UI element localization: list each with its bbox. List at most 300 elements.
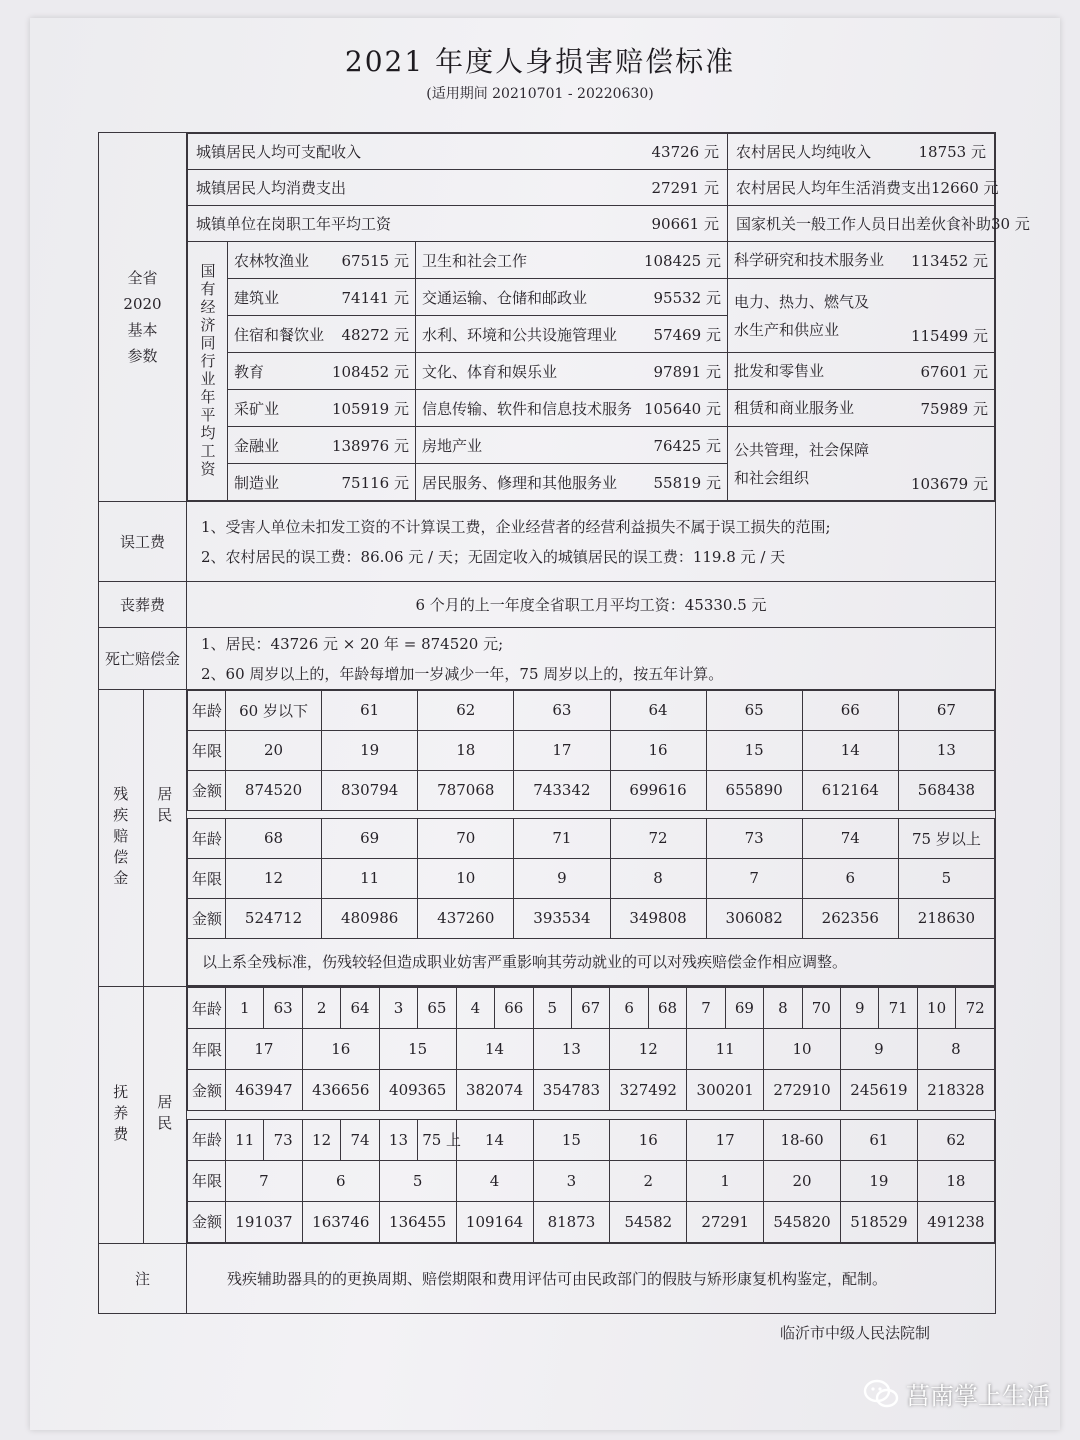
industry-value: 103679 元 — [910, 475, 988, 493]
row-label-age: 年龄 — [188, 819, 226, 859]
industry-name: 租赁和商业服务业 — [734, 399, 855, 417]
disability-years-row — [188, 730, 995, 770]
support-amount-cell: 491238 — [917, 1201, 994, 1242]
row-label-years: 年限 — [188, 730, 226, 770]
disability-note: 以上系全残标准，伤残较轻但造成职业妨害严重影响其劳动就业的可以对残疾赔偿金作相应调整。 — [188, 938, 995, 985]
support-amount-cell: 545820 — [764, 1201, 841, 1242]
support-age-cell: 75 上 — [418, 1119, 456, 1160]
industry-name: 金融业 — [234, 436, 280, 455]
support-amount-cell: 272910 — [764, 1070, 841, 1111]
support-age-row — [188, 1119, 995, 1160]
disability-years-row — [188, 858, 995, 898]
basic-right-content — [736, 134, 986, 169]
industry-value: 75116 元 — [341, 473, 409, 492]
industry-name: 制造业 — [234, 473, 280, 492]
industry-value: 57469 元 — [653, 325, 721, 344]
funeral-label: 丧葬费 — [99, 582, 187, 628]
issuer-footer: 临沂市中级人民法院制 — [779, 1324, 930, 1342]
support-years-cell: 16 — [302, 1029, 379, 1070]
disability-sub-wrap — [143, 690, 186, 986]
page-subtitle: (适用期间 20210701 - 20220630) — [426, 86, 654, 102]
disability-years-cell: 14 — [802, 730, 898, 770]
basic-label-line: 参数 — [127, 347, 158, 365]
support-amount-cell: 218328 — [917, 1070, 994, 1111]
row-label-years: 年限 — [188, 858, 226, 898]
basic-params-body — [187, 133, 1030, 502]
industry-name-wrap — [734, 288, 869, 344]
industry-col1-item-content — [234, 279, 409, 315]
basic-right-content — [736, 170, 999, 205]
disability-age-cell: 72 — [610, 819, 706, 859]
industry-name: 农林牧渔业 — [234, 251, 310, 270]
support-years-cell: 1 — [687, 1160, 764, 1201]
disability-amount-cell: 655890 — [706, 770, 802, 810]
support-age-cell: 4 — [456, 988, 494, 1029]
industry-col3-item — [728, 427, 995, 501]
support-amount-row — [188, 1070, 995, 1111]
disability-age-row — [188, 691, 995, 731]
disability-label-cell — [99, 690, 187, 987]
industry-col2-item — [416, 427, 728, 464]
lost-work-body — [187, 502, 996, 582]
support-amount-cell: 327492 — [610, 1070, 687, 1111]
support-age-cell: 8 — [764, 988, 802, 1029]
support-years-cell: 13 — [533, 1029, 610, 1070]
industry-col2-item — [416, 464, 728, 501]
disability-label-split — [99, 690, 186, 986]
disability-sub-label: 居民 — [155, 786, 174, 828]
support-age-cell: 11 — [226, 1119, 264, 1160]
support-years-cell: 7 — [226, 1160, 303, 1201]
support-age-cell: 5 — [533, 988, 571, 1029]
disability-amount-cell: 437260 — [418, 898, 514, 938]
page-title: 2021 年度人身损害赔偿标准 — [344, 45, 736, 78]
lost-work-row — [99, 502, 996, 582]
disability-years-cell: 15 — [706, 730, 802, 770]
support-age-cell: 66 — [495, 988, 533, 1029]
disability-years-cell: 17 — [514, 730, 610, 770]
basic-right-label: 国家机关一般工作人员日出差伙食补助 — [736, 215, 992, 233]
industry-name-wrap — [734, 394, 854, 422]
support-age-cell: 67 — [571, 988, 609, 1029]
industry-value: 95532 元 — [653, 288, 721, 307]
basic-right-item — [728, 134, 995, 170]
lost-work-line-1: 1、受害人单位未扣发工资的不计算误工费，企业经营者的经营利益损失不属于误工损失的范围; — [201, 517, 831, 536]
lost-work-line-2: 2、农村居民的误工费：86.06 元 / 天；无固定收入的城镇居民的误工费：119.8 元 / 天 — [201, 547, 786, 566]
industry-col3-content — [734, 390, 988, 426]
disability-age-cell: 74 — [802, 819, 898, 859]
basic-right-content — [736, 206, 1030, 241]
support-age-cell: 72 — [956, 988, 995, 1029]
support-years-cell: 17 — [226, 1029, 303, 1070]
support-age-cell: 12 — [302, 1119, 340, 1160]
disability-years-cell: 6 — [802, 858, 898, 898]
disability-years-cell: 20 — [226, 730, 322, 770]
disability-note-row — [188, 938, 995, 985]
disability-amount-cell: 480986 — [322, 898, 418, 938]
industry-value: 76425 元 — [653, 436, 721, 455]
support-age-cell: 69 — [725, 988, 763, 1029]
basic-left-content — [196, 206, 719, 241]
support-sub-label: 居民 — [155, 1094, 174, 1136]
row-label-amount: 金额 — [188, 1070, 226, 1111]
basic-top-row — [188, 170, 995, 206]
support-age-cell: 70 — [802, 988, 840, 1029]
industry-col1-item-content — [234, 390, 409, 426]
disability-table — [187, 690, 995, 986]
industry-name-wrap — [734, 246, 884, 274]
industry-col1-item — [228, 316, 416, 353]
industry-col1-item-content — [234, 242, 409, 278]
support-amount-cell: 245619 — [841, 1070, 918, 1111]
death-line-1: 1、居民：43726 元 × 20 年 = 874520 元; — [201, 634, 504, 653]
support-age-cell: 9 — [841, 988, 879, 1029]
row-label-age: 年龄 — [188, 691, 226, 731]
wechat-watermark — [864, 1376, 1050, 1411]
support-amount-cell: 54582 — [610, 1201, 687, 1242]
support-amount-row — [188, 1201, 995, 1242]
industry-name: 公共管理，社会保障 — [734, 440, 870, 459]
support-years-cell: 2 — [610, 1160, 687, 1201]
industry-name: 电力、热力、燃气及 — [734, 292, 870, 311]
support-years-cell: 19 — [841, 1160, 918, 1201]
support-years-row — [188, 1029, 995, 1070]
support-years-cell: 5 — [379, 1160, 456, 1201]
funeral-row — [99, 582, 996, 628]
row-label-years: 年限 — [188, 1160, 226, 1201]
basic-label-line: 全省 — [127, 269, 158, 287]
watermark-text: 莒南掌上生活 — [906, 1382, 1050, 1410]
industry-col2-item-content — [422, 316, 721, 352]
industry-name: 房地产业 — [422, 436, 483, 455]
disability-amount-cell: 787068 — [418, 770, 514, 810]
basic-params-label — [99, 133, 187, 502]
support-age-cell: 63 — [264, 988, 302, 1029]
basic-left-item — [188, 134, 728, 170]
industry-value: 113452 元 — [910, 251, 988, 270]
industry-value: 108425 元 — [643, 251, 721, 270]
support-age-row — [188, 988, 995, 1029]
industry-name-line2: 和社会组织 — [734, 468, 810, 487]
disability-amount-cell: 524712 — [226, 898, 322, 938]
support-age-cell: 14 — [456, 1119, 533, 1160]
basic-params-row — [99, 133, 996, 502]
industry-col3-item — [728, 242, 995, 279]
industry-col2-item-content — [422, 242, 721, 278]
support-amount-cell: 81873 — [533, 1201, 610, 1242]
support-years-cell: 4 — [456, 1160, 533, 1201]
disability-age-cell: 71 — [514, 819, 610, 859]
industry-col1-item — [228, 390, 416, 427]
support-years-cell: 11 — [687, 1029, 764, 1070]
industry-col1-item — [228, 353, 416, 390]
death-line-2: 2、60 周岁以上的，年龄每增加一岁减少一年，75 周岁以上的，按五年计算。 — [201, 664, 724, 683]
support-age-cell: 1 — [226, 988, 264, 1029]
support-years-cell: 6 — [302, 1160, 379, 1201]
basic-left-label: 城镇单位在岗职工年平均工资 — [196, 215, 392, 233]
industry-value: 67515 元 — [341, 251, 409, 270]
support-years-cell: 14 — [456, 1029, 533, 1070]
disability-age-cell: 65 — [706, 691, 802, 731]
industry-value: 105640 元 — [643, 399, 721, 418]
industry-col2-item-content — [422, 353, 721, 389]
industry-col2-item-content — [422, 279, 721, 315]
industry-name: 交通运输、仓储和邮政业 — [422, 288, 588, 307]
disability-amount-cell: 830794 — [322, 770, 418, 810]
support-row — [99, 987, 996, 1244]
support-label-cell — [99, 987, 187, 1244]
industry-col3-content — [734, 242, 988, 278]
basic-right-value: 18753 元 — [918, 143, 986, 161]
support-years-cell: 12 — [610, 1029, 687, 1070]
support-label: 抚养费 — [111, 1083, 130, 1147]
support-age-cell: 3 — [379, 988, 417, 1029]
basic-left-item — [188, 206, 728, 242]
industry-label: 国有经济同行业年平均工资 — [198, 263, 217, 479]
industry-name: 文化、体育和娱乐业 — [422, 362, 558, 381]
industry-col2-item — [416, 316, 728, 353]
industry-name: 信息传输、软件和信息技术服务 — [422, 399, 633, 418]
disability-amount-cell: 262356 — [802, 898, 898, 938]
basic-left-value: 27291 元 — [651, 179, 719, 197]
industry-value: 138976 元 — [331, 436, 409, 455]
disability-years-cell: 11 — [322, 858, 418, 898]
support-age-cell: 6 — [610, 988, 648, 1029]
support-age-cell: 18-60 — [764, 1119, 841, 1160]
support-years-cell: 8 — [917, 1029, 994, 1070]
disability-amount-cell: 306082 — [706, 898, 802, 938]
support-years-cell: 3 — [533, 1160, 610, 1201]
industry-row — [188, 279, 995, 316]
disability-amount-row — [188, 770, 995, 810]
support-years-cell: 18 — [917, 1160, 994, 1201]
disability-age-cell: 70 — [418, 819, 514, 859]
industry-name: 批发和零售业 — [734, 362, 825, 380]
support-age-cell: 61 — [841, 1119, 918, 1160]
support-age-cell: 65 — [418, 988, 456, 1029]
support-amount-cell: 518529 — [841, 1201, 918, 1242]
basic-top-row — [188, 206, 995, 242]
support-amount-cell: 109164 — [456, 1201, 533, 1242]
basic-right-item — [728, 206, 1030, 242]
support-age-cell: 17 — [687, 1119, 764, 1160]
support-amount-cell: 163746 — [302, 1201, 379, 1242]
industry-row — [188, 390, 995, 427]
support-amount-cell: 354783 — [533, 1070, 610, 1111]
industry-col3-item — [728, 279, 995, 353]
basic-left-content — [196, 170, 719, 205]
industry-name: 卫生和社会工作 — [422, 251, 528, 270]
disability-amount-cell: 393534 — [514, 898, 610, 938]
support-years-cell: 10 — [764, 1029, 841, 1070]
support-amount-cell: 27291 — [687, 1201, 764, 1242]
industry-name: 科学研究和技术服务业 — [734, 251, 885, 269]
industry-value: 48272 元 — [341, 325, 409, 344]
disability-amount-cell: 699616 — [610, 770, 706, 810]
support-age-cell: 10 — [917, 988, 955, 1029]
note-text: 残疾辅助器具的的更换周期、赔偿期限和费用评估可由民政部门的假肢与矫形康复机构鉴定，配制。 — [187, 1244, 996, 1314]
disability-years-cell: 12 — [226, 858, 322, 898]
disability-age-cell: 61 — [322, 691, 418, 731]
disability-gap — [188, 810, 995, 818]
disability-age-cell: 60 岁以下 — [226, 691, 322, 731]
disability-years-cell: 18 — [418, 730, 514, 770]
industry-col2-item — [416, 390, 728, 427]
support-years-cell: 15 — [379, 1029, 456, 1070]
industry-value: 97891 元 — [653, 362, 721, 381]
industry-col2-item-content — [422, 390, 721, 426]
basic-right-label: 农村居民人均纯收入 — [736, 143, 872, 161]
basic-right-value: 30 元 — [991, 215, 1030, 233]
disability-age-cell: 66 — [802, 691, 898, 731]
disability-age-cell: 63 — [514, 691, 610, 731]
industry-col3-content — [734, 427, 988, 500]
industry-name-line2: 水生产和供应业 — [734, 320, 840, 339]
industry-row — [188, 242, 995, 279]
support-age-cell: 15 — [533, 1119, 610, 1160]
disability-age-cell: 69 — [322, 819, 418, 859]
death-label: 死亡赔偿金 — [99, 628, 187, 690]
industry-col1-item — [228, 464, 416, 501]
disability-amount-row — [188, 898, 995, 938]
industry-value: 108452 元 — [331, 362, 409, 381]
disability-years-cell: 7 — [706, 858, 802, 898]
support-age-cell: 16 — [610, 1119, 687, 1160]
support-sub-wrap — [143, 987, 186, 1243]
funeral-text: 6 个月的上一年度全省职工月平均工资：45330.5 元 — [187, 582, 996, 628]
disability-row — [99, 690, 996, 987]
industry-col1-item — [228, 427, 416, 464]
industry-col1-item-content — [234, 316, 409, 352]
death-body — [187, 628, 996, 690]
industry-col1-item-content — [234, 464, 409, 500]
industry-value: 75989 元 — [920, 399, 988, 418]
support-age-cell: 73 — [264, 1119, 302, 1160]
basic-right-item — [728, 170, 999, 206]
support-amount-cell: 382074 — [456, 1070, 533, 1111]
industry-name: 教育 — [234, 362, 265, 381]
basic-label-line: 基本 — [127, 321, 158, 339]
industry-col2-item-content — [422, 464, 721, 500]
support-gap-row — [188, 1111, 995, 1120]
basic-left-value: 90661 元 — [651, 215, 719, 233]
support-table — [187, 987, 995, 1243]
compensation-table — [98, 132, 1030, 1314]
basic-right-label: 农村居民人均年生活消费支出 — [736, 179, 932, 197]
disability-amount-cell: 743342 — [514, 770, 610, 810]
row-label-amount: 金额 — [188, 1201, 226, 1242]
support-age-cell: 2 — [302, 988, 340, 1029]
industry-name: 采矿业 — [234, 399, 280, 418]
basic-left-content — [196, 134, 719, 169]
industry-col1-item — [228, 242, 416, 279]
disability-amount-cell: 349808 — [610, 898, 706, 938]
support-age-cell: 13 — [379, 1119, 417, 1160]
industry-col2-item — [416, 353, 728, 390]
disability-gap-row — [188, 810, 995, 818]
industry-name: 水利、环境和公共设施管理业 — [422, 325, 618, 344]
support-age-cell: 62 — [917, 1119, 994, 1160]
industry-col3-content — [734, 353, 988, 389]
industry-name: 居民服务、修理和其他服务业 — [422, 473, 618, 492]
support-age-cell: 68 — [648, 988, 686, 1029]
disability-years-cell: 5 — [898, 858, 994, 898]
wechat-icon — [864, 1380, 898, 1408]
basic-label-line: 2020 — [123, 295, 162, 313]
basic-left-label: 城镇居民人均消费支出 — [196, 179, 347, 197]
disability-amount-cell: 612164 — [802, 770, 898, 810]
disability-amount-cell: 568438 — [898, 770, 994, 810]
support-amount-cell: 136455 — [379, 1201, 456, 1242]
support-amount-cell: 409365 — [379, 1070, 456, 1111]
industry-col2-item — [416, 242, 728, 279]
industry-value: 67601 元 — [920, 362, 988, 381]
disability-years-cell: 9 — [514, 858, 610, 898]
death-row — [99, 628, 996, 690]
disability-years-cell: 13 — [898, 730, 994, 770]
disability-age-row — [188, 819, 995, 859]
industry-value: 115499 元 — [910, 327, 988, 345]
row-label-age: 年龄 — [188, 1119, 226, 1160]
industry-col1-item-content — [234, 427, 409, 463]
industry-value: 55819 元 — [653, 473, 721, 492]
industry-col1-item-content — [234, 353, 409, 389]
disability-years-cell: 19 — [322, 730, 418, 770]
support-age-cell: 71 — [879, 988, 917, 1029]
support-years-cell: 9 — [841, 1029, 918, 1070]
industry-name-wrap — [734, 357, 824, 385]
disability-age-cell: 67 — [898, 691, 994, 731]
disability-age-cell: 68 — [226, 819, 322, 859]
support-amount-cell: 436656 — [302, 1070, 379, 1111]
note-row — [99, 1244, 996, 1314]
note-label: 注 — [99, 1244, 187, 1314]
disability-label-wrap — [99, 690, 143, 986]
basic-params-inner — [187, 133, 1030, 501]
disability-age-cell: 73 — [706, 819, 802, 859]
industry-name-wrap — [734, 436, 869, 492]
disability-years-cell: 10 — [418, 858, 514, 898]
industry-row — [188, 353, 995, 390]
basic-right-value: 12660 元 — [931, 179, 999, 197]
disability-age-cell: 75 岁以上 — [898, 819, 994, 859]
disability-age-cell: 64 — [610, 691, 706, 731]
industry-col3-item — [728, 353, 995, 390]
industry-name: 建筑业 — [234, 288, 280, 307]
row-label-amount: 金额 — [188, 898, 226, 938]
support-gap — [188, 1111, 995, 1120]
support-age-cell: 74 — [341, 1119, 379, 1160]
disability-age-cell: 62 — [418, 691, 514, 731]
industry-col2-item-content — [422, 427, 721, 463]
row-label-amount: 金额 — [188, 770, 226, 810]
basic-left-label: 城镇居民人均可支配收入 — [196, 143, 362, 161]
industry-col3-item — [728, 390, 995, 427]
row-label-years: 年限 — [188, 1029, 226, 1070]
industry-col2-item — [416, 279, 728, 316]
disability-amount-cell: 874520 — [226, 770, 322, 810]
support-years-cell: 20 — [764, 1160, 841, 1201]
lost-work-label: 误工费 — [99, 502, 187, 582]
support-amount-cell: 463947 — [226, 1070, 303, 1111]
support-years-row — [188, 1160, 995, 1201]
support-age-cell: 64 — [341, 988, 379, 1029]
row-label-age: 年龄 — [188, 988, 226, 1029]
support-age-cell: 7 — [687, 988, 725, 1029]
basic-left-item — [188, 170, 728, 206]
basic-top-row — [188, 134, 995, 170]
industry-value: 105919 元 — [331, 399, 409, 418]
